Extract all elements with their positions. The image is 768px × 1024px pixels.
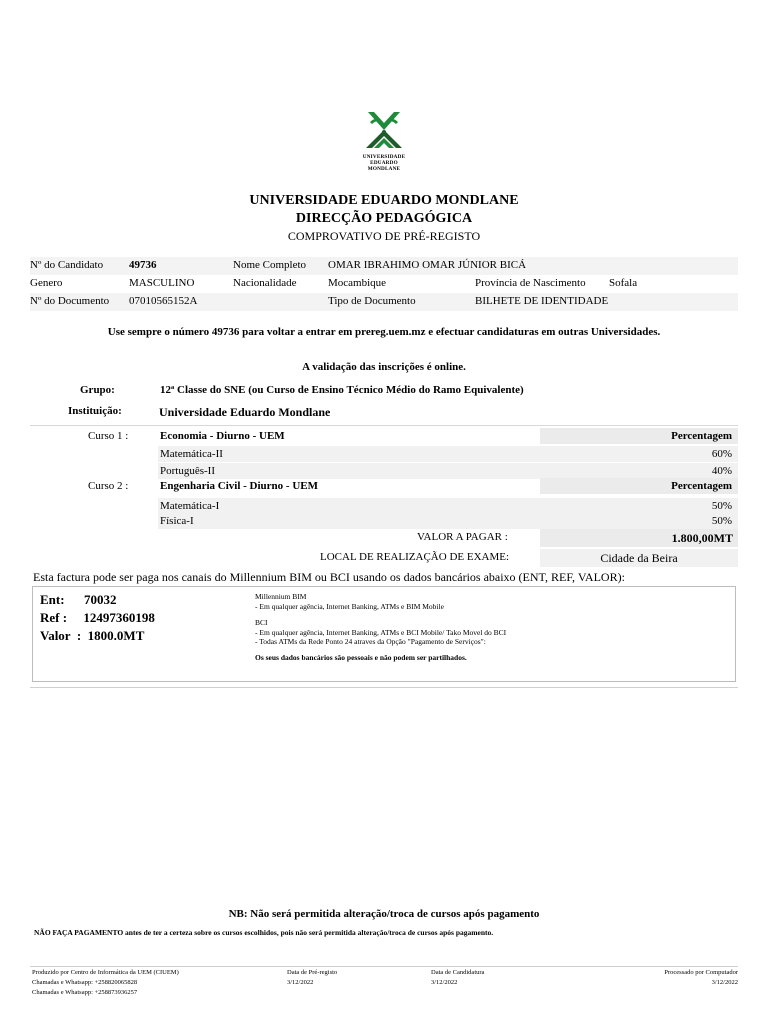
subject-row	[30, 513, 738, 529]
institution-label: Instituição:	[68, 405, 122, 417]
bim-channels: - Em qualquer agência, Internet Banking, ATMs e BIM Mobile	[255, 602, 444, 611]
exam-location-value: Cidade da Beira	[600, 551, 678, 565]
course-1-percent-header: Percentagem	[671, 430, 732, 442]
footer-phone-2: Chamadas e Whatsapp: +258873936257	[32, 989, 138, 996]
subject-percent: 60%	[711, 448, 732, 460]
full-name-value: OMAR IBRAHIMO OMAR JÚNIOR BICÁ	[328, 259, 527, 271]
course-row	[30, 478, 738, 494]
subject-name: Física-I	[160, 515, 194, 527]
privacy-warning: Os seus dados bancários são pessoais e não podem ser partilhados.	[255, 653, 467, 662]
info-row-2	[30, 275, 738, 293]
footer-divider	[30, 966, 738, 967]
payment-warning: NÃO FAÇA PAGAMENTO antes de ter a certeza sobre os cursos escolhidos, pois não será permitida alteração/troca de cursos após pagamento.	[34, 928, 494, 937]
info-row-1	[30, 257, 738, 275]
institution-value: Universidade Eduardo Mondlane	[159, 405, 331, 419]
amount-value: 1.800,00MT	[671, 531, 733, 545]
logo-line-3: MONDLANE	[367, 166, 401, 172]
birth-province-value: Sofala	[609, 277, 638, 289]
bci-channels-2: - Todas ATMs da Rede Ponto 24 atraves da Opção "Pagamento de Serviços":	[255, 637, 486, 646]
document-number-label: Nº do Documento	[30, 295, 110, 307]
department-title: DIRECÇÃO PEDAGÓGICA	[295, 211, 473, 226]
gender-label: Genero	[30, 277, 63, 289]
candidate-number-notice: Use sempre o número 49736 para voltar a entrar em prereg.uem.mz e efectuar candidaturas em outras Universidades.	[107, 326, 661, 338]
prereg-date-value: 3/12/2022	[287, 979, 314, 986]
entity-code: Ent: 70032	[40, 592, 117, 607]
course-1-label: Curso 1 :	[88, 430, 129, 442]
footer-producer: Produzido por Centro de Informática da UEM (CIUEM)	[32, 969, 179, 976]
group-value: 12ª Classe do SNE (ou Curso de Ensino Técnico Médio do Ramo Equivalente)	[160, 384, 524, 396]
subject-name: Português-II	[160, 465, 215, 477]
footer-phone-1: Chamadas e Whatsapp: +258820065828	[32, 979, 138, 986]
full-name-label: Nome Completo	[233, 259, 307, 271]
validation-notice: A validação das inscrições é online.	[302, 361, 466, 373]
nb-notice: NB: Não será permitida alteração/troca de cursos após pagamento	[228, 908, 540, 920]
candidacy-date-label: Data de Candidatura	[431, 969, 485, 976]
document-number-value: 07010565152A	[129, 295, 198, 307]
university-title: UNIVERSIDADE EDUARDO MONDLANE	[249, 193, 519, 208]
candidacy-date-value: 3/12/2022	[431, 979, 458, 986]
candidate-number-value: 49736	[129, 259, 157, 271]
candidate-number-label: Nº do Candidato	[30, 259, 104, 271]
courses-divider	[30, 425, 738, 426]
processed-label: Processado por Computador	[664, 969, 738, 976]
payment-instructions: Esta factura pode ser paga nos canais do Millennium BIM ou BCI usando os dados bancários abaixo (ENT, REF, VALOR):	[33, 570, 625, 584]
document-type-label: Tipo de Documento	[328, 295, 416, 307]
university-logo	[360, 108, 408, 178]
course-2-percent-header: Percentagem	[671, 480, 732, 492]
subject-percent: 50%	[711, 515, 732, 527]
bci-title: BCI	[255, 618, 268, 627]
subject-row	[30, 463, 738, 479]
course-1-name: Economia - Diurno - UEM	[160, 430, 285, 442]
prereg-date-label: Data de Pré-registo	[287, 969, 338, 976]
nationality-value: Mocambique	[328, 277, 387, 289]
birth-province-label: Província de Nascimento	[475, 277, 586, 289]
section-divider	[30, 687, 738, 688]
payment-amount: Valor : 1800.0MT	[40, 628, 145, 643]
subject-row	[30, 446, 738, 462]
university-emblem-icon	[360, 108, 408, 154]
amount-label: VALOR A PAGAR :	[417, 531, 508, 543]
exam-location-label: LOCAL DE REALIZAÇÃO DE EXAME:	[320, 551, 510, 563]
gender-value: MASCULINO	[129, 277, 195, 289]
reference-code: Ref : 12497360198	[40, 610, 155, 625]
bim-title: Millennium BIM	[255, 592, 307, 601]
candidate-info	[30, 257, 738, 311]
document-type-value: BILHETE DE IDENTIDADE	[475, 295, 609, 307]
subject-row	[30, 498, 738, 514]
subject-name: Matemática-I	[160, 500, 220, 512]
bci-channels-1: - Em qualquer agência, Internet Banking, ATMs e BCI Mobile/ Tako Movel do BCI	[255, 628, 507, 637]
processed-date: 3/12/2022	[711, 979, 738, 986]
nationality-label: Nacionalidade	[233, 277, 297, 289]
logo-line-2: EDUARDO	[370, 160, 398, 166]
info-row-3	[30, 293, 738, 311]
course-2-name: Engenharia Civil - Diurno - UEM	[160, 480, 318, 492]
logo-line-1: UNIVERSIDADE	[362, 154, 406, 160]
course-2-label: Curso 2 :	[88, 480, 129, 492]
document-title: COMPROVATIVO DE PRÉ-REGISTO	[287, 229, 481, 243]
subject-percent: 40%	[711, 465, 732, 477]
course-row	[30, 428, 738, 444]
payment-details-box	[32, 586, 736, 682]
subject-percent: 50%	[711, 500, 732, 512]
group-label: Grupo:	[80, 384, 115, 396]
subject-name: Matemática-II	[160, 448, 223, 460]
